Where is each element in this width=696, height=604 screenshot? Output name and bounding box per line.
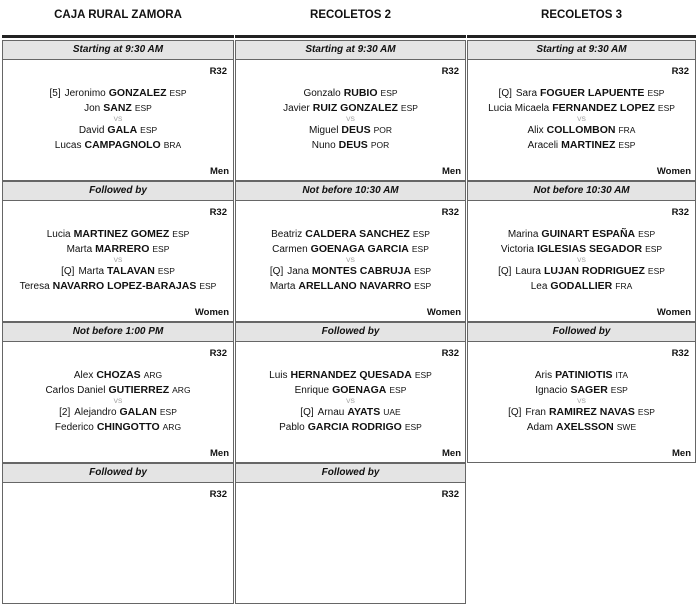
court-header: RECOLETOS 3 [467,0,696,38]
player [468,405,695,420]
match-category: Women [426,307,461,318]
player-last-name: GOENAGA [332,384,387,396]
match-players [3,227,233,294]
player-last-name: GUTIERREZ [108,384,170,396]
player-nationality: SWE [616,422,637,432]
match-round: R32 [209,489,227,500]
player-first-name: Nuno [311,140,336,151]
match-time-slot: Starting at 9:30 AM [467,40,696,60]
player-nationality: POR [370,140,390,150]
player [468,242,695,257]
player-first-name: Marta [66,244,93,255]
player [236,420,465,435]
player-seed: [Q] [61,266,75,277]
player-last-name: MARRERO [95,243,150,255]
match-category: Men [442,166,461,177]
player [236,368,465,383]
player [3,279,233,294]
player-last-name: CAMPAGNOLO [84,139,161,151]
player-first-name: Ignacio [535,385,568,396]
player-nationality: ESP [389,385,407,395]
vs-label: VS [577,116,586,123]
match-round: R32 [671,348,689,359]
player-nationality: ESP [647,88,665,98]
player-nationality: ESP [159,407,177,417]
player-first-name: Luis [269,370,288,381]
player-last-name: MARTINEZ [561,139,616,151]
match-round: R32 [441,348,459,359]
player-first-name: Alejandro [74,407,117,418]
player-first-name: Araceli [527,140,559,151]
player-first-name: Jeronimo [64,88,106,99]
match-time-slot: Followed by [235,463,466,483]
match-card[interactable] [235,201,466,322]
player-first-name: Lucia Micaela [488,103,550,114]
match-time-slot: Followed by [2,181,234,201]
player [236,405,465,420]
player [3,101,233,116]
match-category: Men [210,448,229,459]
player-nationality: ESP [172,229,190,239]
player-last-name: IGLESIAS SEGADOR [537,243,643,255]
match-category: Men [672,448,691,459]
match-players [236,368,465,435]
player-last-name: AYATS [347,406,381,418]
player-nationality: POR [373,125,393,135]
player-last-name: LUJAN RODRIGUEZ [543,265,645,277]
match-card[interactable] [2,483,234,604]
court-header: RECOLETOS 2 [235,0,466,38]
match-card[interactable] [235,60,466,181]
match-card[interactable] [467,60,696,181]
match-round: R32 [441,489,459,500]
player-seed: [Q] [498,88,512,99]
player [3,227,233,242]
player-first-name: Enrique [294,385,330,396]
player-seed: [Q] [498,266,512,277]
match-category: Women [656,166,691,177]
player [3,86,233,101]
player [236,264,465,279]
player [236,138,465,153]
player-last-name: GUINART ESPAÑA [541,228,636,240]
player-first-name: Carmen [272,244,308,255]
player-last-name: HERNANDEZ QUESADA [290,369,412,381]
player-first-name: Arnau [317,407,345,418]
player [468,368,695,383]
player [236,383,465,398]
player-nationality: ESP [637,407,655,417]
player-nationality: ARG [162,422,182,432]
player-first-name: Pablo [279,422,305,433]
player-first-name: Alex [73,370,94,381]
player-last-name: RAMIREZ NAVAS [548,406,635,418]
player [468,138,695,153]
player-nationality: ESP [404,422,422,432]
match-players [3,86,233,153]
player-last-name: SANZ [103,102,132,114]
player [236,86,465,101]
player-last-name: PATINIOTIS [555,369,613,381]
match-round: R32 [209,207,227,218]
player-first-name: Fran [525,407,546,418]
player-nationality: FRA [618,125,636,135]
player-first-name: David [78,125,105,136]
player-first-name: Marta [269,281,296,292]
player [236,101,465,116]
match-time-slot: Followed by [235,322,466,342]
player [468,101,695,116]
vs-label: VS [113,116,123,123]
player [3,264,233,279]
player-first-name: Gonzalo [303,88,341,99]
match-card[interactable] [235,483,466,604]
player-last-name: GALAN [119,406,157,418]
player-nationality: ESP [610,385,628,395]
player-last-name: RUBIO [343,87,378,99]
player-last-name: CHINGOTTO [96,421,160,433]
player-seed: [Q] [508,407,522,418]
player-first-name: Lucas [54,140,82,151]
player-nationality: ESP [134,103,152,113]
player-last-name: NAVARRO LOPEZ-BARAJAS [52,280,197,292]
player [468,86,695,101]
player-nationality: ESP [657,103,675,113]
vs-label: VS [346,116,355,123]
player-last-name: GALA [107,124,138,136]
match-players [236,227,465,294]
vs-label: VS [113,257,123,264]
player-last-name: DEUS [338,139,368,151]
player [3,420,233,435]
player-last-name: GOENAGA GARCIA [310,243,409,255]
vs-label: VS [577,257,586,264]
player-last-name: CHOZAS [96,369,141,381]
match-round: R32 [441,66,459,77]
player [3,138,233,153]
player [468,227,695,242]
player-first-name: Carlos Daniel [45,385,106,396]
match-time-slot: Followed by [2,463,234,483]
player-first-name: Jana [287,266,309,277]
player-last-name: ARELLANO NAVARRO [298,280,412,292]
player-nationality: ESP [414,370,432,380]
match-card[interactable] [2,201,234,322]
player-last-name: FOGUER LAPUENTE [540,87,645,99]
player-nationality: BRA [163,140,182,150]
player-first-name: Alix [527,125,544,136]
player-last-name: CALDERA SANCHEZ [305,228,410,240]
player [3,123,233,138]
player-first-name: Marta [78,266,105,277]
player-last-name: MARTINEZ GOMEZ [73,228,170,240]
player [3,405,233,420]
match-time-slot: Not before 10:30 AM [467,181,696,201]
player [468,279,695,294]
player-first-name: Lea [530,281,548,292]
player-nationality: FRA [615,281,633,291]
match-category: Men [442,448,461,459]
player-nationality: ESP [169,88,187,98]
match-time-slot: Starting at 9:30 AM [235,40,466,60]
player-nationality: ESP [647,266,665,276]
match-round: R32 [209,348,227,359]
match-players [3,368,233,435]
player-nationality: ARG [172,385,191,395]
player [3,368,233,383]
player-seed: [2] [59,407,71,418]
match-time-slot: Followed by [467,322,696,342]
player-last-name: TALAVAN [107,265,155,277]
player-nationality: UAE [383,407,401,417]
match-time-slot: Starting at 9:30 AM [2,40,234,60]
player-nationality: ESP [400,103,418,113]
player-nationality: ITA [615,370,629,380]
match-card[interactable] [235,342,466,463]
player-nationality: ESP [645,244,663,254]
player-nationality: ESP [618,140,636,150]
match-round: R32 [441,207,459,218]
player-last-name: DEUS [341,124,371,136]
match-players [468,227,695,294]
match-round: R32 [671,66,689,77]
player [468,123,695,138]
player-first-name: Aris [534,370,553,381]
player-last-name: MONTES CABRUJA [311,265,412,277]
player [3,383,233,398]
player-first-name: Miguel [308,125,339,136]
player-nationality: ESP [140,125,158,135]
vs-label: VS [113,398,123,405]
player-seed: [5] [49,88,61,99]
player-first-name: Adam [526,422,553,433]
player-last-name: GONZALEZ [108,87,167,99]
vs-label: VS [346,398,355,405]
player-first-name: Jon [84,103,101,114]
player-nationality: ESP [414,281,432,291]
player-nationality: ESP [411,244,429,254]
match-category: Women [656,307,691,318]
player [3,242,233,257]
player-nationality: ESP [152,244,170,254]
player-last-name: GARCIA RODRIGO [307,421,402,433]
player [236,242,465,257]
player-last-name: RUIZ GONZALEZ [312,102,398,114]
player [236,123,465,138]
player-last-name: SAGER [570,384,608,396]
player-nationality: ESP [414,266,432,276]
player-seed: [Q] [269,266,284,277]
match-players [468,368,695,435]
player [236,227,465,242]
player-first-name: Javier [283,103,310,114]
player-nationality: ARG [143,370,163,380]
player-seed: [Q] [300,407,314,418]
match-players [468,86,695,153]
court-header: CAJA RURAL ZAMORA [2,0,234,38]
player-last-name: AXELSSON [555,421,614,433]
match-time-slot: Not before 10:30 AM [235,181,466,201]
vs-label: VS [577,398,586,405]
player [468,420,695,435]
match-round: R32 [671,207,689,218]
match-category: Men [210,166,229,177]
player-first-name: Federico [54,422,94,433]
player-first-name: Marina [507,229,539,240]
match-card[interactable] [2,342,234,463]
player-nationality: ESP [199,281,217,291]
match-card[interactable] [467,342,696,463]
player-last-name: COLLOMBON [546,124,616,136]
match-card[interactable] [467,201,696,322]
match-round: R32 [209,66,227,77]
vs-label: VS [346,257,355,264]
player-first-name: Victoria [500,244,535,255]
player [236,279,465,294]
player-first-name: Sara [515,88,538,99]
player [468,383,695,398]
player-nationality: ESP [157,266,175,276]
player-nationality: ESP [412,229,430,239]
player-last-name: GODALLIER [550,280,613,292]
player [468,264,695,279]
match-category: Women [194,307,229,318]
player-last-name: FERNANDEZ LOPEZ [552,102,655,114]
match-card[interactable] [2,60,234,181]
player-first-name: Beatriz [271,229,303,240]
player-first-name: Teresa [19,281,50,292]
player-first-name: Lucia [46,229,71,240]
match-time-slot: Not before 1:00 PM [2,322,234,342]
player-first-name: Laura [515,266,541,277]
match-players [236,86,465,153]
player-nationality: ESP [380,88,398,98]
player-nationality: ESP [638,229,656,239]
